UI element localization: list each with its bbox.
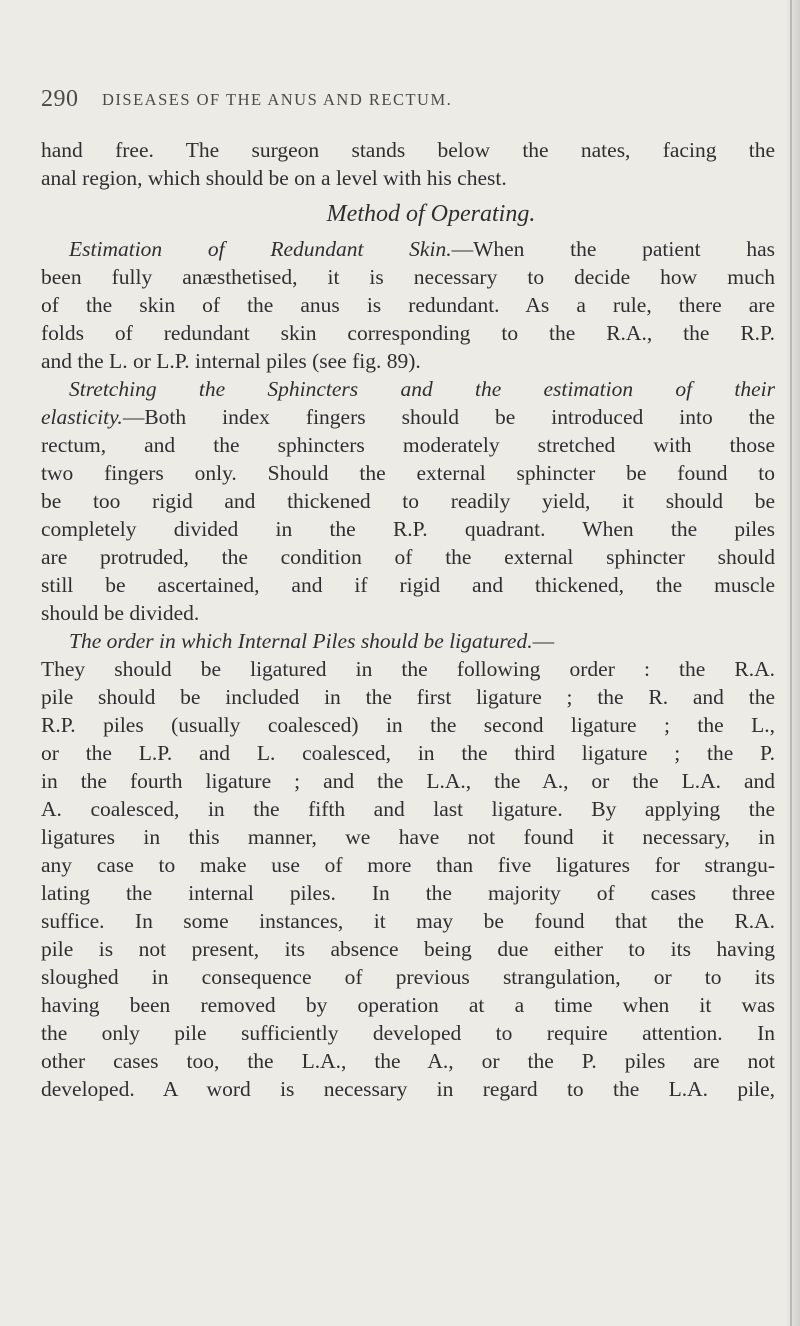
section-heading: Method of Operating. (326, 201, 536, 227)
text-line: and the L. or L.P. internal piles (see fig. 89). (41, 349, 421, 373)
text-line: in the fourth ligature ; and the L.A., the A., or the L.A. and (41, 769, 775, 793)
text-line: the only pile sufficiently developed to require attention. In (41, 1021, 775, 1045)
text-line: sloughed in consequence of previous strangulation, or to its (41, 965, 775, 989)
text-line: been fully anæsthetised, it is necessary to decide how much (41, 265, 775, 289)
text-line: any case to make use of more than five ligatures for strangu- (41, 853, 775, 877)
text-line: other cases too, the L.A., the A., or the P. piles are not (41, 1049, 775, 1073)
page-edge-shadow (786, 0, 800, 1326)
text-line: folds of redundant skin corresponding to the R.A., the R.P. (41, 321, 775, 345)
text-line: still be ascertained, and if rigid and thickened, the muscle (41, 573, 775, 597)
text-line: suffice. In some instances, it may be found that the R.A. (41, 909, 775, 933)
page-number: 290 (41, 86, 79, 112)
text-line: rectum, and the sphincters moderately stretched with those (41, 433, 775, 457)
text-line: lating the internal piles. In the majority of cases three (41, 881, 775, 905)
text-run: —When the patient has (451, 237, 775, 261)
text-line: having been removed by operation at a time when it was (41, 993, 775, 1017)
text-line: two fingers only. Should the external sphincter be found to (41, 461, 775, 485)
text-line: or the L.P. and L. coalesced, in the third ligature ; the P. (41, 741, 775, 765)
paragraph-lead-in: The order in which Internal Piles should be ligatured. (69, 629, 533, 653)
text-line: They should be ligatured in the following order : the R.A. (41, 657, 775, 681)
text-run: —Both index fingers should be introduced into the (122, 405, 775, 429)
page-body (41, 136, 775, 1103)
text-line: should be divided. (41, 601, 200, 625)
running-head: DISEASES OF THE ANUS AND RECTUM. (102, 90, 453, 109)
text-run: — (532, 629, 555, 653)
text-line: A. coalesced, in the fifth and last ligature. By applying the (41, 797, 775, 821)
page-edge-line (790, 0, 792, 1326)
text-line: R.P. piles (usually coalesced) in the second ligature ; the L., (41, 713, 775, 737)
text-line: are protruded, the condition of the external sphincter should (41, 545, 775, 569)
text-line: completely divided in the R.P. quadrant. When the piles (41, 517, 775, 541)
page-header (41, 86, 761, 126)
paragraph-lead-line (41, 403, 775, 431)
text-line: developed. A word is necessary in regard to the L.A. pile, (41, 1077, 775, 1101)
paragraph-lead-in: elasticity. (41, 405, 123, 429)
paragraph-lead-line (41, 235, 775, 263)
paragraph-lead-in: Stretching the Sphincters and the estimation of their (69, 377, 775, 401)
paragraph-lead-line (41, 627, 775, 655)
paragraph-lead-in: Estimation of Redundant Skin. (69, 237, 452, 261)
text-line: pile should be included in the first ligature ; the R. and the (41, 685, 775, 709)
text-line: hand free. The surgeon stands below the nates, facing the (41, 138, 775, 162)
text-line: pile is not present, its absence being due either to its having (41, 937, 775, 961)
text-line: of the skin of the anus is redundant. As a rule, there are (41, 293, 775, 317)
text-line: ligatures in this manner, we have not found it necessary, in (41, 825, 775, 849)
text-line: anal region, which should be on a level with his chest. (41, 166, 507, 190)
text-line: be too rigid and thickened to readily yield, it should be (41, 489, 775, 513)
